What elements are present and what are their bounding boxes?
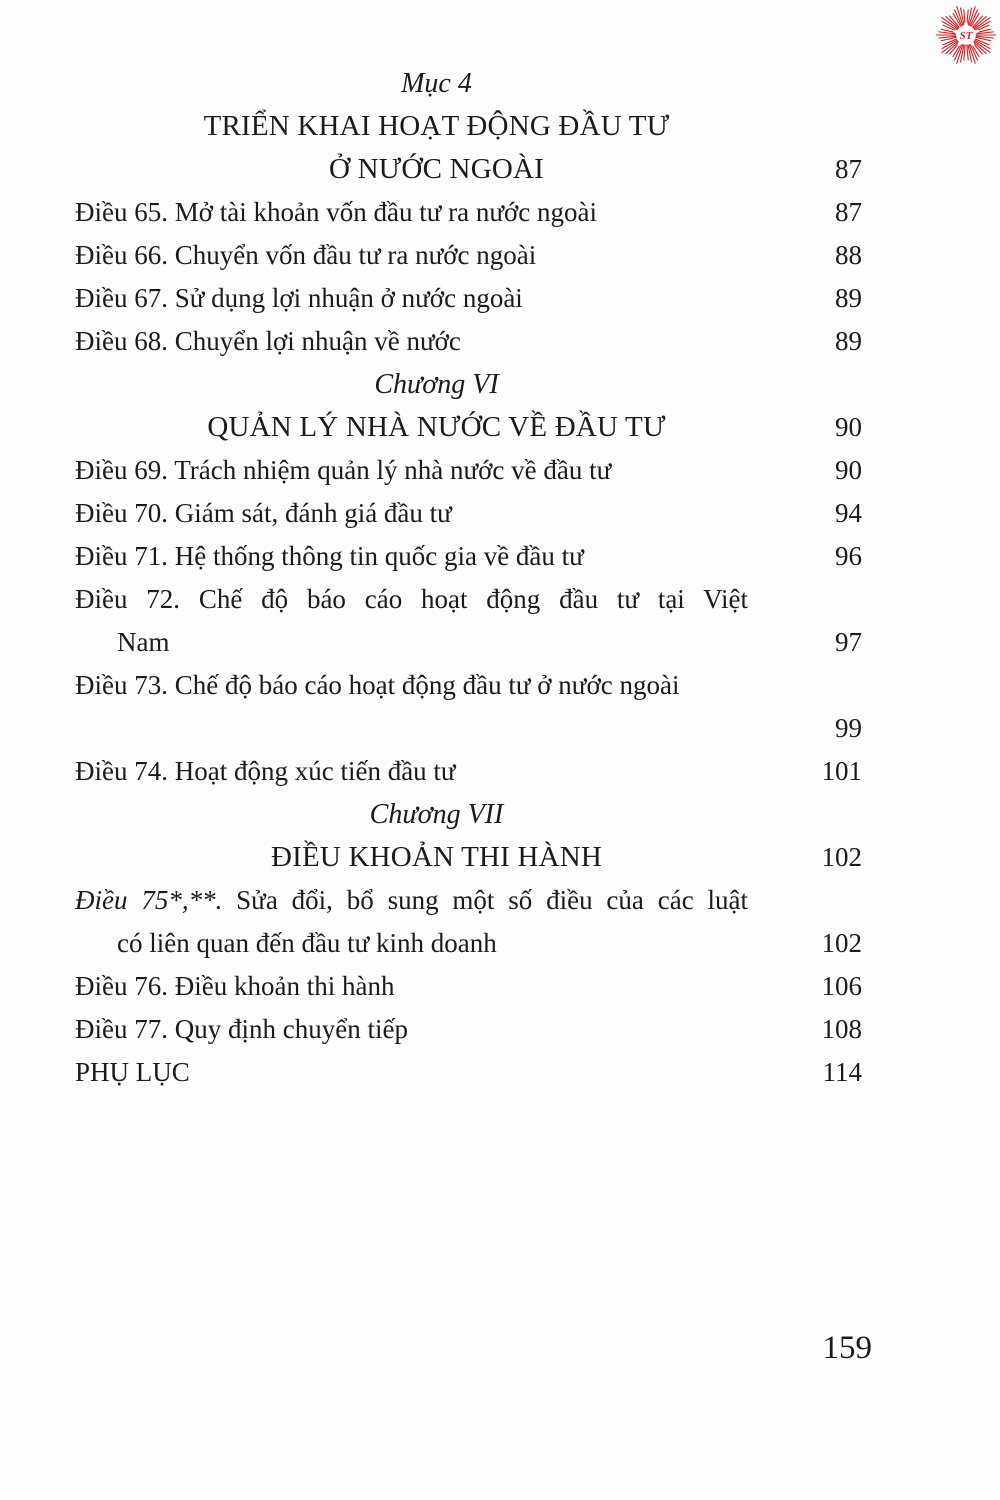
toc-page-number: 89: [835, 326, 862, 356]
toc-heading-text: Ở NƯỚC NGOÀI: [328, 153, 544, 185]
toc-entry-wrapped: [75, 664, 862, 750]
toc-entry-row: [75, 492, 862, 535]
toc-entry-wrapped: [75, 578, 862, 664]
toc-entry-continuation: có liên quan đến đầu tư kinh doanh: [117, 928, 497, 958]
toc-page-number: 102: [821, 928, 862, 958]
toc-page-number: 90: [835, 455, 862, 485]
toc-label-row: [75, 793, 862, 836]
table-of-contents: [75, 62, 862, 1094]
toc-page-number: 87: [835, 197, 862, 227]
toc-page-number: 102: [821, 842, 862, 872]
toc-label-row: [75, 363, 862, 406]
toc-entry-wrapped: [75, 879, 862, 965]
toc-entry-text: [75, 578, 748, 621]
toc-entry-row: [75, 750, 862, 793]
toc-page-number: 89: [835, 283, 862, 313]
toc-heading-row: [75, 105, 862, 148]
toc-label-row: [75, 62, 862, 105]
toc-entry-row: [75, 1008, 862, 1051]
toc-entry-segment: Sửa đổi, bổ sung một số điều của các luật: [222, 885, 749, 915]
toc-section-label: Chương VII: [369, 799, 504, 830]
toc-entry-row: [75, 535, 862, 578]
toc-entry-text: PHỤ LỤC: [75, 1057, 190, 1087]
toc-section-label: Chương VI: [374, 369, 499, 400]
toc-heading-text: QUẢN LÝ NHÀ NƯỚC VỀ ĐẦU TƯ: [207, 411, 666, 443]
publisher-star-icon: [934, 1, 998, 69]
toc-entry-text: [75, 879, 748, 922]
toc-page-number: 114: [822, 1057, 862, 1087]
toc-entry-lead-italic: Điều 75*,**.: [75, 885, 223, 915]
page-number-folio: 159: [822, 1330, 872, 1366]
toc-heading-row: [75, 406, 862, 449]
toc-page-number: 90: [835, 412, 862, 442]
toc-entry-row: [75, 191, 862, 234]
toc-page-number: 87: [835, 154, 862, 184]
toc-entry-text: Điều 68. Chuyển lợi nhuận về nước: [75, 326, 461, 356]
toc-entry-text: Điều 70. Giám sát, đánh giá đầu tư: [75, 498, 452, 528]
toc-heading-row: [75, 148, 862, 191]
toc-entry-row: [75, 449, 862, 492]
toc-entry-segment: Điều 73. Chế độ báo cáo hoạt động đầu tư ở nước ngoài: [75, 670, 680, 700]
toc-entry-text: Điều 74. Hoạt động xúc tiến đầu tư: [75, 756, 456, 786]
toc-page-number: 97: [835, 627, 862, 657]
toc-entry-row: [75, 965, 862, 1008]
toc-heading-text: TRIỂN KHAI HOẠT ĐỘNG ĐẦU TƯ: [203, 110, 670, 142]
toc-entry-text: Điều 76. Điều khoản thi hành: [75, 971, 395, 1001]
toc-entry-row: [75, 320, 862, 363]
publisher-logo: [934, 1, 998, 69]
toc-entry-row: [75, 234, 862, 277]
toc-page-number: 96: [835, 541, 862, 571]
toc-entry-text: [75, 664, 862, 707]
toc-page-number: 99: [835, 713, 862, 743]
publisher-monogram: ST: [959, 30, 973, 43]
toc-entry-text: Điều 77. Quy định chuyển tiếp: [75, 1014, 408, 1044]
toc-entry-text: Điều 71. Hệ thống thông tin quốc gia về đầu tư: [75, 541, 584, 571]
toc-heading-row: [75, 836, 862, 879]
toc-entry-continuation: Nam: [117, 627, 170, 657]
toc-entry-text: Điều 65. Mở tài khoản vốn đầu tư ra nước ngoài: [75, 197, 597, 227]
toc-page-number: 88: [835, 240, 862, 270]
toc-page-number: 108: [821, 1014, 862, 1044]
toc-page-number: 101: [821, 756, 862, 786]
toc-entry-text: Điều 69. Trách nhiệm quản lý nhà nước về đầu tư: [75, 455, 612, 485]
toc-entry-text: Điều 66. Chuyển vốn đầu tư ra nước ngoài: [75, 240, 537, 270]
toc-entry-row: [75, 1051, 862, 1094]
toc-heading-text: ĐIỀU KHOẢN THI HÀNH: [270, 841, 603, 873]
toc-entry-row: [75, 277, 862, 320]
toc-entry-segment: Điều 72. Chế độ báo cáo hoạt động đầu tư tại Việt: [75, 584, 748, 614]
toc-section-label: Mục 4: [401, 68, 472, 99]
toc-page-number: 106: [821, 971, 862, 1001]
toc-entry-text: Điều 67. Sử dụng lợi nhuận ở nước ngoài: [75, 283, 523, 313]
toc-page-number: 94: [835, 498, 862, 528]
